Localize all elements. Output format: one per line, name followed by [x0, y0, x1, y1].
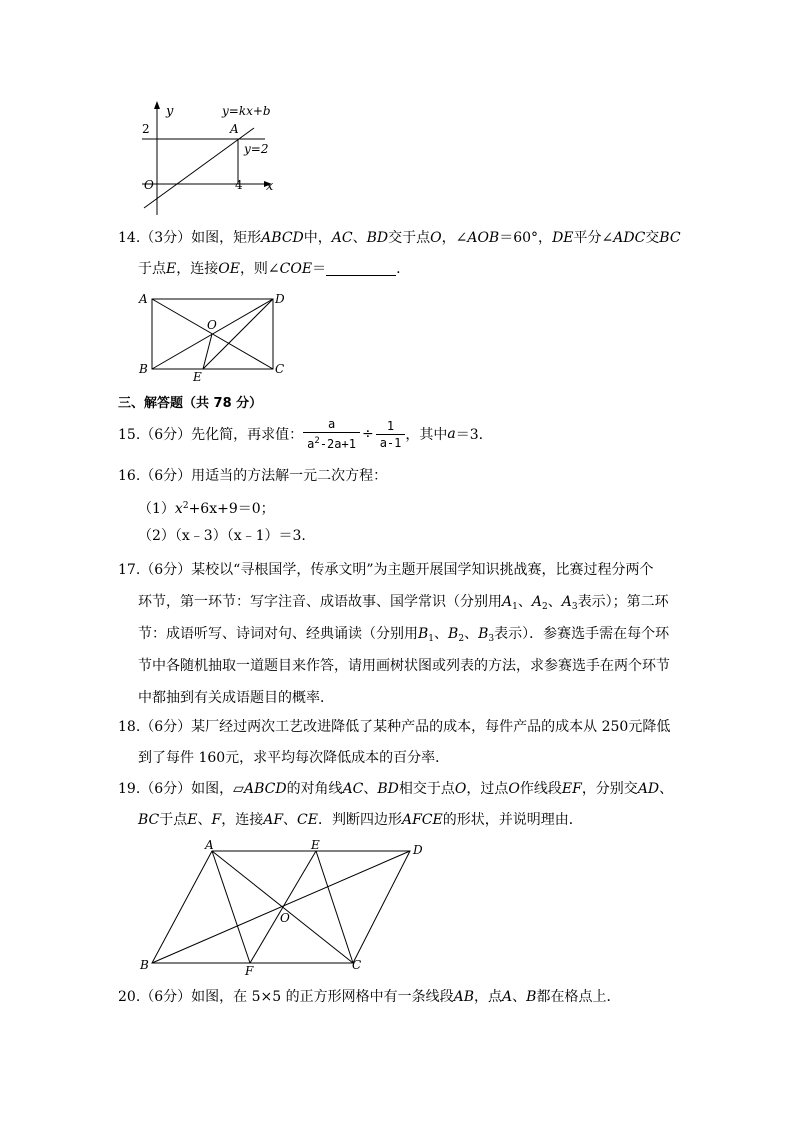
q20-text: ，点 — [474, 989, 503, 1005]
q19-ef: EF — [561, 781, 582, 797]
q19-sep: 、 — [283, 812, 298, 828]
point-b: B — [140, 958, 149, 972]
q17-sep: 、 — [434, 626, 449, 642]
question-14-line-1 — [118, 228, 681, 248]
q15-a: a — [447, 426, 456, 442]
q19-sep: 、 — [363, 781, 378, 797]
q14-o: O — [430, 230, 442, 246]
q17-text: 节：成语听写、诗词对句、经典诵读（分别用 — [138, 626, 418, 642]
point-d: D — [413, 843, 423, 857]
point-d: D — [275, 292, 285, 306]
point-a: A — [139, 292, 148, 306]
q14-de: DE — [552, 230, 574, 246]
q17-a2: A — [531, 594, 542, 610]
line-label: y=kx+b — [222, 104, 271, 118]
den-sup: 2 — [314, 436, 320, 446]
question-16-part-2: （2）（x﹣3）（x﹣1）＝3. — [138, 528, 306, 544]
q19-f: F — [211, 812, 222, 828]
y-axis-label: y — [166, 104, 174, 119]
q14-text: ，连接 — [176, 261, 219, 277]
question-17-line-1: 17.（6分）某校以“寻根国学，传承文明”为主题开展国学知识挑战赛，比赛过程分两个 — [118, 562, 654, 578]
q19-abcd: ABCD — [243, 781, 287, 797]
q14-text: ＝60°， — [499, 230, 553, 246]
den-b: -2a+1 — [319, 437, 356, 451]
question-17-line-3 — [138, 624, 669, 649]
question-17-line-2 — [138, 592, 669, 617]
q20-text: 都在格点上． — [536, 989, 621, 1005]
diagonal-bd — [152, 851, 410, 963]
q19-sep: 、 — [659, 781, 674, 797]
question-16: 16.（6分）用适当的方法解一元二次方程： — [118, 468, 388, 484]
q17-a3: A — [561, 594, 572, 610]
q15-text: ，其中 — [405, 427, 448, 443]
q14-e: E — [166, 261, 177, 277]
parallelogram-figure — [135, 835, 435, 980]
question-15 — [118, 419, 483, 449]
q19-bd: BD — [377, 781, 399, 797]
q19-text: ，过点 — [466, 781, 509, 797]
q17-b3: B — [478, 626, 489, 642]
point-e: E — [311, 838, 320, 852]
question-19-line-1 — [118, 779, 673, 799]
fraction-1 — [303, 416, 360, 452]
q19-text: 的对角线 — [286, 781, 343, 797]
q20-b: B — [526, 989, 537, 1005]
x-axis-label: x — [266, 179, 274, 194]
x-tick-label: 4 — [235, 178, 243, 192]
q14-text: 于点 — [138, 261, 166, 277]
point-o: O — [280, 911, 290, 925]
q14-text: 交于点 — [388, 230, 431, 246]
point-c: C — [275, 362, 285, 376]
linear-function-graph — [130, 95, 290, 220]
q17-text: 表示）．参赛选手需在每个环 — [494, 626, 670, 642]
point-a: A — [205, 838, 214, 852]
q17-sep: 、 — [517, 594, 532, 610]
question-17-line-4: 节中各随机抽取一道题目来作答，请用画树状图或列表的方法，求参赛选手在两个环节 — [138, 658, 670, 674]
q20-text: 20.（6分）如图，在 5×5 的正方形网格中有一条线段 — [118, 989, 454, 1005]
q14-aob: AOB — [467, 230, 500, 246]
point-e: E — [193, 370, 202, 383]
q19-text: ，分别交 — [581, 781, 638, 797]
fraction-2-denominator: a-1 — [379, 435, 402, 450]
q14-text: ＝ — [312, 261, 327, 277]
rectangle-figure — [135, 288, 295, 383]
q14-text: 平分∠ — [573, 230, 614, 246]
q17-sub: 3 — [488, 634, 495, 644]
question-14-line-2 — [138, 259, 401, 279]
q19-ac: AC — [342, 781, 364, 797]
q14-ac: AC — [331, 230, 353, 246]
q15-text: 15.（6分）先化简，再求值： — [118, 427, 304, 443]
point-c: C — [352, 958, 362, 972]
q19-o: O — [508, 781, 520, 797]
q14-text: ，则∠ — [239, 261, 280, 277]
q19-bc: BC — [138, 812, 160, 828]
q19-o: O — [454, 781, 467, 797]
q14-oe: OE — [218, 261, 240, 277]
q17-sub: 3 — [571, 602, 578, 612]
q19-text: ，连接 — [221, 812, 264, 828]
y-axis-arrow — [154, 101, 160, 109]
q17-b2: B — [448, 626, 459, 642]
q19-ce: CE — [297, 812, 318, 828]
segment-af — [212, 851, 250, 963]
segment-de — [203, 299, 273, 369]
q14-bd: BD — [366, 230, 389, 246]
q20-sep: 、 — [512, 989, 527, 1005]
fraction-1-numerator: a — [303, 416, 360, 433]
q19-text: 作线段 — [519, 781, 562, 797]
q19-ad: AD — [637, 781, 660, 797]
fraction-2-numerator: 1 — [376, 418, 406, 435]
answer-blank[interactable] — [326, 261, 396, 276]
y-tick-label: 2 — [142, 122, 150, 136]
q14-text: 中， — [303, 230, 332, 246]
question-18-line-1: 18.（6分）某厂经过两次工艺改进降低了某种产品的成本，每件产品的成本从 250元降低 — [118, 719, 671, 735]
q14-text: ，∠ — [441, 230, 468, 246]
q16-1-sup: 2 — [182, 501, 189, 511]
point-o: O — [207, 318, 217, 332]
point-b: B — [139, 362, 148, 376]
q19-text: 相交于点 — [398, 781, 455, 797]
q17-b1: B — [418, 626, 429, 642]
q14-bc: BC — [659, 230, 681, 246]
q15-text: ＝3. — [455, 427, 484, 443]
q16-1-rest: +6x+9＝0； — [188, 501, 275, 517]
q19-afce: AFCE — [401, 812, 443, 828]
point-a-label: A — [230, 122, 239, 136]
q17-sub: 2 — [541, 602, 548, 612]
question-17-line-5: 中都抽到有关成语题目的概率． — [138, 690, 334, 706]
q14-abcd: ABCD — [261, 230, 304, 246]
divide-sign: ÷ — [361, 426, 374, 442]
q16-1-x: x — [174, 501, 183, 517]
q14-text: . — [396, 261, 401, 277]
q17-sub: 1 — [428, 634, 435, 644]
q17-text: 表示）；第二环 — [577, 594, 669, 610]
q16-1-pre: （1） — [138, 501, 175, 517]
section-3-header: 三、解答题（共 78 分） — [118, 396, 263, 411]
segment-ef — [250, 851, 316, 963]
q17-sub: 1 — [512, 602, 518, 612]
q17-sep: 、 — [464, 626, 479, 642]
question-18-line-2: 到了每件 160元，求平均每次降低成本的百分率． — [138, 750, 450, 766]
q20-a: A — [502, 989, 513, 1005]
q17-sep: 、 — [547, 594, 562, 610]
den-a: a — [307, 437, 315, 451]
origin-label: O — [144, 178, 154, 192]
question-16-part-1 — [138, 496, 275, 519]
q19-text: 于点 — [159, 812, 188, 828]
q19-af: AF — [263, 812, 284, 828]
question-19-line-2 — [138, 810, 583, 830]
q17-text: 环节，第一环节：写字注音、成语故事、国学常识（分别用 — [138, 594, 502, 610]
fraction-1-denominator — [303, 433, 360, 452]
q19-sep: 、 — [197, 812, 212, 828]
q17-sub: 2 — [458, 634, 465, 644]
q19-text: ．判断四边形 — [317, 812, 402, 828]
point-f: F — [245, 964, 254, 978]
q19-text: 的形状，并说明理由． — [442, 812, 583, 828]
question-20-line-1 — [118, 987, 620, 1007]
q19-text: 19.（6分）如图，▱ — [118, 781, 244, 797]
q14-coe: COE — [279, 261, 313, 277]
fraction-2 — [376, 418, 406, 451]
q14-text: 交 — [645, 230, 660, 246]
hline-label: y=2 — [244, 142, 269, 156]
q17-a1: A — [502, 594, 513, 610]
q14-text: 14.（3分）如图，矩形 — [118, 230, 262, 246]
q20-ab: AB — [453, 989, 475, 1005]
q14-text: 、 — [352, 230, 367, 246]
segment-ce — [316, 851, 353, 963]
q14-adc: ADC — [613, 230, 646, 246]
q19-e: E — [187, 812, 198, 828]
